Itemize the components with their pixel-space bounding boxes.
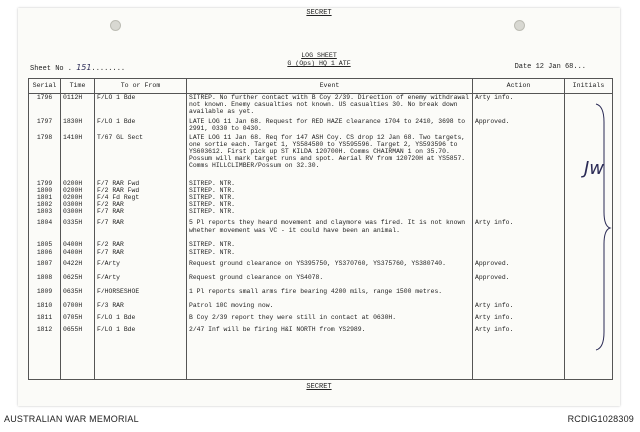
time-cell: 0300H	[61, 208, 95, 219]
event-cell: SITREP. NTR.	[187, 241, 473, 248]
action-cell	[473, 201, 565, 208]
log-row	[29, 302, 613, 314]
log-row	[29, 314, 613, 326]
action-cell: Arty info.	[473, 94, 565, 118]
to-or-from-cell: F/7 RAR Fwd	[95, 180, 187, 187]
serial-cell: 1812	[29, 326, 61, 338]
serial-cell: 1806	[29, 249, 61, 260]
log-sheet-document	[18, 8, 620, 406]
time-cell: 1830H	[61, 118, 95, 134]
classification-top: SECRET	[306, 9, 332, 17]
log-row	[29, 180, 613, 187]
column-header-initials: Initials	[565, 79, 613, 94]
time-cell: 0300H	[61, 201, 95, 208]
classification-bottom: SECRET	[306, 383, 332, 391]
event-cell: LATE LOG 11 Jan 68. Req for 147 ASH Coy. CS drop 12 Jan 68. Two targets, one sortie each. Target 1, YS584580 to YS595596. Target 2, YS593596 to YS603612. First pick up ST KILDA 120700H. Comms CHAIRMAN 1 on 35.70. Possum will mark target runs and spot. Aerial RV from 120720H at YS5857. Comms HILLCLIMBER/Possum on 32.30.	[187, 134, 473, 180]
time-cell: 0112H	[61, 94, 95, 118]
empty-cell	[29, 338, 61, 380]
serial-cell: 1811	[29, 314, 61, 326]
column-header-event: Event	[187, 79, 473, 94]
event-cell: SITREP. NTR.	[187, 180, 473, 187]
sheet-number-value: 151	[76, 63, 92, 72]
to-or-from-cell: F/2 RAR	[95, 201, 187, 208]
archive-caption: AUSTRALIAN WAR MEMORIAL	[4, 414, 139, 424]
column-header-action: Action	[473, 79, 565, 94]
action-cell	[473, 288, 565, 302]
to-or-from-cell: F/Arty	[95, 274, 187, 288]
time-cell: 0200H	[61, 187, 95, 194]
event-cell: Request ground clearance on YS4078.	[187, 274, 473, 288]
log-row	[29, 241, 613, 248]
to-or-from-cell: F/3 RAR	[95, 302, 187, 314]
event-cell: SITREP. NTR.	[187, 249, 473, 260]
event-cell: SITREP. NTR.	[187, 187, 473, 194]
log-row	[29, 260, 613, 274]
event-cell: SITREP. NTR.	[187, 194, 473, 201]
log-row	[29, 326, 613, 338]
punch-hole	[514, 20, 525, 31]
to-or-from-cell: F/LO 1 Bde	[95, 118, 187, 134]
log-row	[29, 274, 613, 288]
action-cell	[473, 208, 565, 219]
to-or-from-cell: F/4 Fd Regt	[95, 194, 187, 201]
time-cell: 0335H	[61, 219, 95, 241]
empty-cell	[473, 338, 565, 380]
log-row	[29, 118, 613, 134]
log-row	[29, 94, 613, 118]
serial-cell: 1810	[29, 302, 61, 314]
action-cell	[473, 241, 565, 248]
event-cell: SITREP. NTR.	[187, 201, 473, 208]
table-header-row	[29, 79, 613, 94]
time-cell: 0400H	[61, 241, 95, 248]
event-cell: Request ground clearance on YS395750, YS370760, YS375760, YS380740.	[187, 260, 473, 274]
log-row	[29, 201, 613, 208]
action-cell: Arty info.	[473, 302, 565, 314]
event-cell: LATE LOG 11 Jan 68. Request for RED HAZE clearance 1704 to 2410, 3698 to 2991, 0330 to 0430.	[187, 118, 473, 134]
empty-cell	[61, 338, 95, 380]
sheet-number	[30, 64, 125, 73]
event-cell: SITREP. NTR.	[187, 208, 473, 219]
log-row	[29, 194, 613, 201]
log-row	[29, 208, 613, 219]
table-filler-row	[29, 338, 613, 380]
column-header-serial: Serial	[29, 79, 61, 94]
event-cell: B Coy 2/39 report they were still in contact at 0630H.	[187, 314, 473, 326]
serial-cell: 1809	[29, 288, 61, 302]
action-cell: Approved.	[473, 274, 565, 288]
log-row	[29, 288, 613, 302]
time-cell: 0400H	[61, 249, 95, 260]
time-cell: 0200H	[61, 180, 95, 187]
to-or-from-cell: F/Arty	[95, 260, 187, 274]
to-or-from-cell: F/7 RAR	[95, 219, 187, 241]
serial-cell: 1799	[29, 180, 61, 187]
log-row	[29, 249, 613, 260]
log-row	[29, 187, 613, 194]
log-table-body	[29, 94, 613, 380]
event-cell: SITREP. No further contact with B Coy 2/39. Direction of enemy withdrawal not known. Enemy casualties not known. US casualties 30. No break down available as yet.	[187, 94, 473, 118]
serial-cell: 1802	[29, 201, 61, 208]
date-dots: ...	[573, 63, 586, 71]
to-or-from-cell: F/HORSESHOE	[95, 288, 187, 302]
time-cell: 0635H	[61, 288, 95, 302]
to-or-from-cell: F/LO 1 Bde	[95, 314, 187, 326]
action-cell: Approved.	[473, 118, 565, 134]
empty-cell	[95, 338, 187, 380]
time-cell: 0655H	[61, 326, 95, 338]
log-table	[28, 78, 613, 380]
serial-cell: 1805	[29, 241, 61, 248]
action-cell	[473, 180, 565, 187]
serial-cell: 1803	[29, 208, 61, 219]
action-cell: Arty info.	[473, 314, 565, 326]
initials-signature: Jw	[584, 158, 605, 179]
serial-cell: 1804	[29, 219, 61, 241]
to-or-from-cell: F/LO 1 Bde	[95, 94, 187, 118]
column-header-time: Time	[61, 79, 95, 94]
action-cell: Arty info.	[473, 326, 565, 338]
event-cell: 5 Pl reports they heard movement and claymore was fired. It is not known whether movement was VC - it could have been an animal.	[187, 219, 473, 241]
action-cell: Approved.	[473, 260, 565, 274]
time-cell: 1410H	[61, 134, 95, 180]
log-row	[29, 134, 613, 180]
sheet-number-dots: ........	[91, 65, 126, 73]
time-cell: 0700H	[61, 302, 95, 314]
event-cell: 2/47 Inf will be firing H&I NORTH from YS2989.	[187, 326, 473, 338]
serial-cell: 1797	[29, 118, 61, 134]
to-or-from-cell: F/7 RAR	[95, 208, 187, 219]
column-header-to-or-from: To or From	[95, 79, 187, 94]
serial-cell: 1801	[29, 194, 61, 201]
title-line: G (Ops) HQ 1 ATF	[287, 60, 351, 67]
date-value: 12 Jan 68	[535, 63, 574, 71]
serial-cell: 1808	[29, 274, 61, 288]
to-or-from-cell: F/2 RAR Fwd	[95, 187, 187, 194]
to-or-from-cell: T/67 GL Sect	[95, 134, 187, 180]
to-or-from-cell: F/7 RAR	[95, 249, 187, 260]
time-cell: 0200H	[61, 194, 95, 201]
action-cell: Arty info.	[473, 219, 565, 241]
punch-hole	[110, 20, 121, 31]
action-cell	[473, 134, 565, 180]
to-or-from-cell: F/2 RAR	[95, 241, 187, 248]
event-cell: Patrol 10C moving now.	[187, 302, 473, 314]
to-or-from-cell: F/LO 1 Bde	[95, 326, 187, 338]
sheet-number-label: Sheet No .	[30, 65, 73, 73]
time-cell: 0422H	[61, 260, 95, 274]
empty-cell	[187, 338, 473, 380]
serial-cell: 1800	[29, 187, 61, 194]
log-row	[29, 219, 613, 241]
time-cell: 0625H	[61, 274, 95, 288]
serial-cell: 1798	[29, 134, 61, 180]
action-cell	[473, 187, 565, 194]
title-line: LOG SHEET	[301, 52, 337, 59]
sheet-date	[515, 64, 586, 71]
serial-cell: 1807	[29, 260, 61, 274]
time-cell: 0705H	[61, 314, 95, 326]
date-label: Date	[514, 63, 532, 71]
initials-bracket-mark	[594, 102, 614, 352]
event-cell: 1 Pl reports small arms fire bearing 4200 mils, range 1500 metres.	[187, 288, 473, 302]
serial-cell: 1796	[29, 94, 61, 118]
archive-reference: RCDIG1028309	[567, 414, 634, 424]
action-cell	[473, 249, 565, 260]
action-cell	[473, 194, 565, 201]
